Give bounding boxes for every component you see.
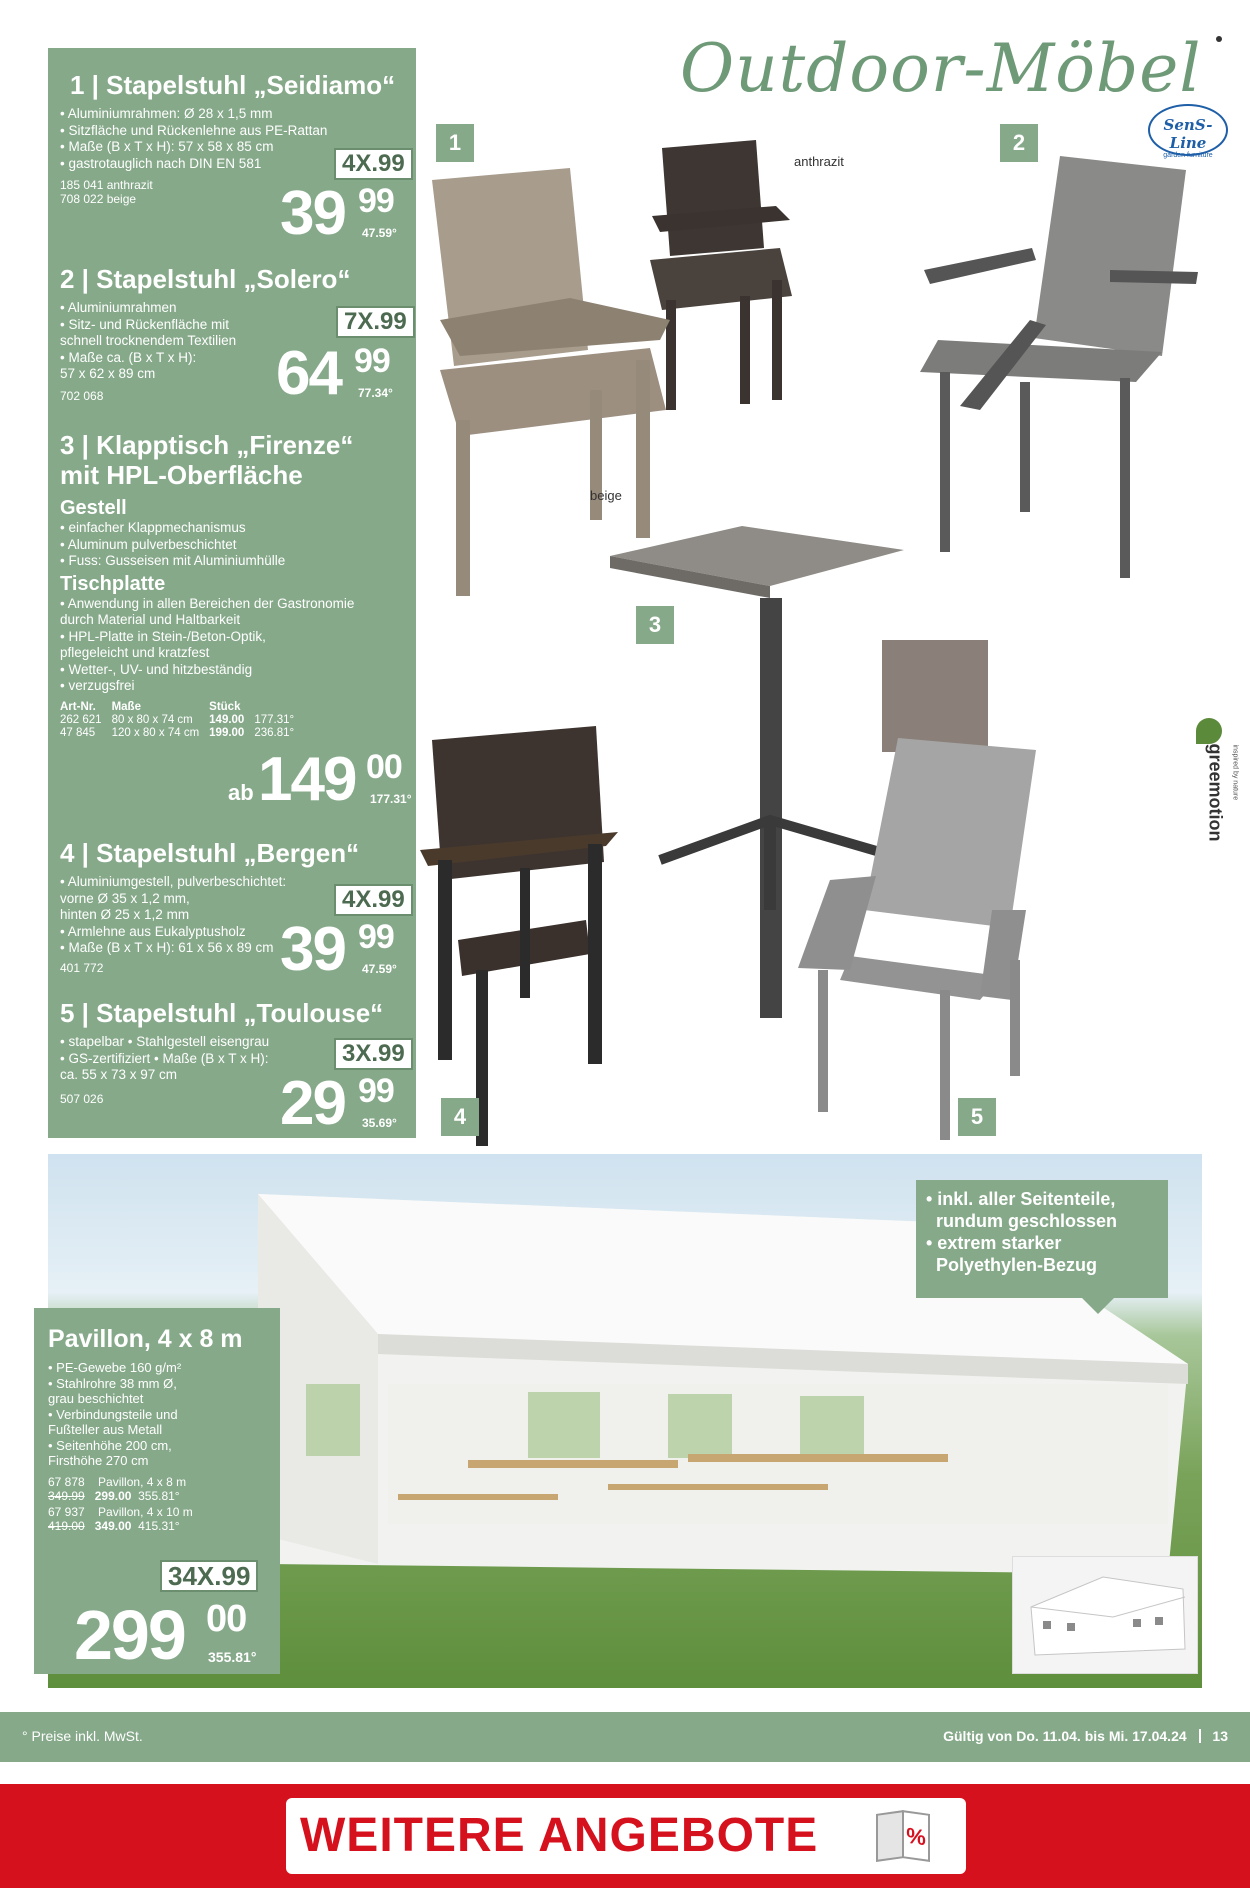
feature: 57 x 62 x 89 cm: [60, 366, 156, 381]
feature: • Aluminiumrahmen: [60, 300, 177, 315]
table-cell: 120 x 80 x 74 cm: [111, 726, 200, 739]
pavillon-old-price: [160, 1560, 258, 1592]
price-main: 39: [280, 915, 345, 984]
chair-seidiamo-anthrazit-image: [650, 140, 792, 410]
chair-toulouse-image: [798, 738, 1036, 1140]
old-price-text: 34X.99: [168, 1561, 251, 1591]
variant-net-price: 355.81°: [138, 1488, 180, 1503]
variant-row: [48, 1475, 266, 1489]
pavillon-heading: Pavillon, 4 x 8 m: [48, 1325, 243, 1353]
feature: schnell trocknendem Textilien: [60, 333, 237, 348]
article-number: 702 068: [60, 388, 104, 403]
feature: • einfacher Klappmechanismus: [60, 520, 246, 535]
feature: ca. 55 x 73 x 97 cm: [60, 1067, 178, 1082]
article-number: 708 022 beige: [60, 192, 137, 206]
price-net: 77.34°: [358, 386, 393, 400]
article-number: 507 026: [60, 1091, 104, 1106]
price-cents: 99: [354, 342, 390, 380]
feature: hinten Ø 25 x 1,2 mm: [60, 907, 190, 922]
image-number-2: 2: [1000, 124, 1038, 162]
feature: • Armlehne aus Eukalyptusholz: [60, 923, 246, 939]
price: [276, 339, 393, 408]
feature-list: [48, 1360, 266, 1469]
image-number-5: 5: [958, 1098, 996, 1136]
offers-button-label: WEITERE ANGEBOTE: [300, 1809, 819, 1862]
image-number-3: 3: [636, 606, 674, 644]
table-header-row: [60, 701, 304, 714]
product-heading: 3 | Klapptisch „Firenze“: [60, 430, 354, 460]
table-cell: 236.81°: [254, 726, 295, 739]
price-net: 355.81°: [208, 1649, 257, 1665]
feature: durch Material und Haltbarkeit: [60, 612, 241, 627]
table-cell: 149.00: [209, 713, 245, 726]
feature: Firsthöhe 270 cm: [48, 1453, 149, 1468]
table-cell: 47 845: [60, 726, 96, 739]
chair-seidiamo-beige-image: [432, 168, 670, 596]
table-cell: 80 x 80 x 74 cm: [111, 713, 193, 726]
variant-row: [48, 1505, 266, 1519]
variant-name: Pavillon, 4 x 10 m: [98, 1504, 193, 1519]
footer-separator: [1199, 1729, 1201, 1743]
corner-mark: [1216, 36, 1222, 42]
variant-old-price: 349.99: [48, 1488, 85, 1503]
old-price: [336, 306, 415, 338]
feature: • PE-Gewebe 160 g/m²: [48, 1360, 182, 1375]
table-cell: 199.00: [209, 726, 245, 739]
greemotion-sub: inspired by nature: [1231, 744, 1239, 801]
variant-net-price: 415.31°: [138, 1518, 180, 1533]
old-price: [334, 148, 413, 180]
feature: • Maße ca. (B x T x H):: [60, 349, 197, 365]
article-number: 185 041 anthrazit: [60, 178, 153, 192]
page-title: Outdoor-Möbel: [680, 30, 1202, 107]
feature: • gastrotauglich nach DIN EN 581: [60, 155, 262, 171]
product-images: [420, 120, 1220, 1150]
pavillon-price: [74, 1596, 257, 1674]
table-header: Stück: [209, 700, 241, 713]
price-main: 39: [280, 179, 345, 248]
feature: • Aluminum pulverbeschichtet: [60, 536, 237, 552]
feature: • Aluminiumgestell, pulverbeschichtet:: [60, 874, 287, 889]
table-header: Art-Nr.: [60, 700, 96, 713]
feature: • HPL-Platte in Stein-/Beton-Optik,: [60, 628, 266, 644]
feature: • Maße (B x T x H): 61 x 56 x 89 cm: [60, 940, 274, 955]
chair-solero-image: [920, 156, 1198, 578]
variant-price-row: [48, 1489, 266, 1503]
product-heading: 1 | Stapelstuhl „Seidiamo“: [70, 70, 396, 100]
old-price-text: 3X.99: [342, 1040, 405, 1067]
variant-old-price: 419.00: [48, 1518, 85, 1533]
price: [280, 915, 397, 984]
feature: • Anwendung in allen Bereichen der Gastronomie: [60, 595, 355, 611]
image-number-4: 4: [441, 1098, 479, 1136]
feature: • stapelbar • Stahlgestell eisengrau: [60, 1034, 270, 1049]
callout-line: rundum geschlossen: [926, 1211, 1118, 1231]
old-price-text: 7X.99: [344, 308, 407, 335]
price-net: 177.31°: [370, 792, 412, 806]
variant-name: Pavillon, 4 x 8 m: [98, 1474, 187, 1489]
spec-table: [60, 701, 304, 740]
pavillon-callout: [916, 1180, 1168, 1298]
inset-tent-graphic: [1013, 1557, 1199, 1675]
price-net: 35.69°: [362, 1116, 397, 1130]
callout-line: • extrem starker: [926, 1233, 1062, 1253]
price-cents: 99: [358, 182, 394, 220]
feature: • GS-zertifiziert • Maße (B x T x H):: [60, 1050, 269, 1066]
section-subheading: Tischplatte: [60, 572, 166, 595]
feature: • Seitenhöhe 200 cm,: [48, 1437, 172, 1453]
image-number-1: 1: [436, 124, 474, 162]
table-header: [254, 701, 304, 714]
price-net: 47.59°: [362, 226, 397, 240]
product-3: [48, 430, 416, 740]
old-price-text: 4X.99: [342, 886, 405, 913]
variant-new-price: 349.00: [94, 1518, 132, 1533]
chair-bergen-image: [420, 726, 618, 1146]
feature-list: [60, 596, 404, 695]
feature: • Fuss: Gusseisen mit Aluminiumhülle: [60, 553, 286, 568]
price-cents: 00: [206, 1598, 247, 1640]
page-number: 13: [1212, 1728, 1228, 1744]
greemotion-text: greemotion: [1205, 743, 1226, 842]
price-net: 47.59°: [362, 962, 397, 976]
pavillon-inset-image: [1012, 1556, 1198, 1674]
brochure-icon: [876, 1808, 932, 1866]
article-number: 401 772: [60, 960, 104, 975]
product-heading: 2 | Stapelstuhl „Solero“: [60, 264, 351, 294]
footer-note: ° Preise inkl. MwSt.: [22, 1728, 143, 1744]
offers-banner: [0, 1784, 1250, 1888]
old-price: [334, 1038, 413, 1070]
product-heading-2: mit HPL-Oberfläche: [60, 460, 303, 490]
variant-price-row: [48, 1519, 266, 1533]
feature: • Sitzfläche und Rückenlehne aus PE-Rattan: [60, 122, 328, 138]
price: [280, 179, 397, 248]
senseline-logo-text: SenS-Line: [1163, 116, 1213, 152]
feature: grau beschichtet: [48, 1391, 144, 1406]
product-panel: [48, 48, 416, 1138]
senseline-logo-sub: garden furniture: [1163, 152, 1213, 159]
variant-art: 67 937: [48, 1504, 85, 1519]
feature: vorne Ø 35 x 1,2 mm,: [60, 890, 190, 906]
table-cell: 262 621: [60, 713, 102, 726]
price: [280, 1069, 397, 1138]
price-cents: 99: [358, 1072, 394, 1110]
feature: • Sitz- und Rückenfläche mit: [60, 316, 230, 332]
feature: • Verbindungsteile und: [48, 1406, 178, 1422]
offers-button[interactable]: [286, 1798, 966, 1874]
variant-art: 67 878: [48, 1474, 85, 1489]
price-main: 149: [258, 745, 356, 814]
percent-symbol: %: [902, 1810, 930, 1862]
product-heading: 4 | Stapelstuhl „Bergen“: [60, 838, 360, 868]
section-subheading: Gestell: [60, 497, 127, 519]
validity-text: Gültig von Do. 11.04. bis Mi. 17.04.24: [943, 1728, 1187, 1744]
old-price-text: 4X.99: [342, 150, 405, 177]
price-prefix: ab: [228, 780, 254, 805]
feature: • Maße (B x T x H): 57 x 58 x 85 cm: [60, 139, 274, 154]
table-row: [60, 727, 304, 740]
feature: • Stahlrohre 38 mm Ø,: [48, 1375, 177, 1391]
feature: • Aluminiumrahmen: Ø 28 x 1,5 mm: [60, 106, 273, 121]
price-main: 64: [276, 339, 341, 408]
table-cell: 177.31°: [254, 713, 295, 726]
product-heading: 5 | Stapelstuhl „Toulouse“: [60, 998, 384, 1028]
feature: pflegeleicht und kratzfest: [60, 645, 210, 660]
color-label-beige: beige: [590, 488, 622, 503]
old-price: [334, 884, 413, 916]
feature: • verzugsfrei: [60, 678, 135, 693]
price-main: 29: [280, 1069, 345, 1138]
footer-validity: [943, 1728, 1228, 1744]
price-cents: 99: [358, 918, 394, 956]
color-label-anthrazit: anthrazit: [794, 154, 844, 169]
callout-pointer: [1082, 1298, 1114, 1314]
variant-new-price: 299.00: [94, 1488, 132, 1503]
callout-line: Polyethylen-Bezug: [926, 1255, 1098, 1275]
price-main: 299: [74, 1596, 185, 1674]
feature-list: [60, 520, 404, 570]
footer-bar: [0, 1712, 1250, 1762]
table-header: Maße: [111, 700, 141, 713]
callout-line: • inkl. aller Seitenteile,: [926, 1189, 1116, 1209]
price-cents: 00: [366, 748, 402, 786]
table-row: [60, 714, 304, 727]
feature: Fußteller aus Metall: [48, 1422, 163, 1437]
feature: • Wetter-, UV- und hitzbeständig: [60, 661, 253, 677]
